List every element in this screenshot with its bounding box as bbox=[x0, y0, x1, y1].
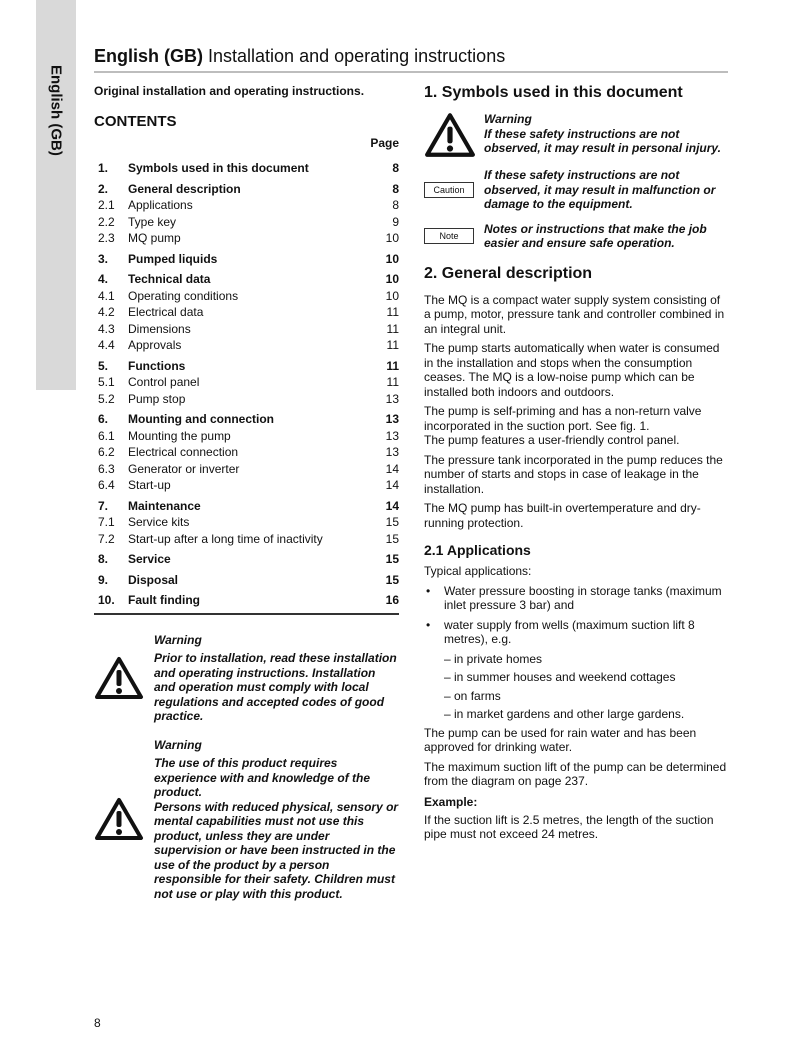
toc-row bbox=[94, 288, 399, 305]
toc-num: 6.3 bbox=[98, 461, 115, 476]
toc-row bbox=[94, 337, 399, 354]
toc-page: 8 bbox=[392, 181, 399, 196]
toc-page: 13 bbox=[385, 445, 399, 459]
toc-title: General description bbox=[128, 181, 241, 196]
toc-title: Electrical data bbox=[128, 305, 204, 319]
list-item: • water supply from wells (maximum suction lift 8 metres), e.g. bbox=[424, 618, 729, 647]
toc-title: Electrical connection bbox=[128, 445, 239, 459]
toc-page: 15 bbox=[385, 552, 399, 566]
toc-title: Service kits bbox=[128, 515, 190, 529]
toc-row bbox=[94, 197, 399, 214]
side-tab-text: English (GB) bbox=[47, 65, 65, 156]
toc-title: Start-up after a long time of inactivity bbox=[128, 531, 323, 546]
toc-num: 6.4 bbox=[98, 478, 115, 492]
page-number: 8 bbox=[94, 1016, 101, 1030]
symbol-caution-text: If these safety instructions are not observed, it may result in malfunction or damage to the equipment. bbox=[484, 168, 716, 211]
toc-page: 11 bbox=[386, 358, 399, 373]
section-1-heading: 1. Symbols used in this document bbox=[424, 84, 683, 101]
warning-1-title: Warning bbox=[154, 632, 202, 647]
toc-page: 13 bbox=[385, 428, 399, 443]
right-column bbox=[424, 84, 729, 847]
toc-page: 9 bbox=[392, 214, 399, 229]
toc-row bbox=[94, 156, 399, 177]
toc-page: 10 bbox=[385, 272, 399, 286]
toc-num: 2.2 bbox=[98, 214, 115, 229]
header-title: Installation and operating instructions bbox=[208, 46, 506, 66]
side-tab-label bbox=[36, 0, 76, 390]
toc-num: 6.1 bbox=[98, 428, 115, 443]
list-item: – in market gardens and other large gardens. bbox=[444, 707, 685, 721]
toc-page: 10 bbox=[385, 231, 399, 245]
list-item: • Water pressure boosting in storage tanks (maximum inlet pressure 3 bar) and bbox=[424, 584, 729, 613]
note-label: Note bbox=[424, 228, 474, 244]
toc-page: 13 bbox=[385, 391, 399, 406]
warning-2-title: Warning bbox=[154, 737, 202, 752]
sec2-paragraph-4: The pressure tank incorporated in the pump reduces the number of starts and stops in case of leakage in the installation. bbox=[424, 452, 723, 496]
toc-page: 10 bbox=[385, 251, 399, 266]
toc-row bbox=[94, 444, 399, 461]
toc-row bbox=[94, 374, 399, 391]
toc-title: Pump stop bbox=[128, 391, 186, 406]
toc-title: Functions bbox=[128, 358, 186, 373]
toc-num: 6.2 bbox=[98, 445, 115, 459]
toc-num: 7.1 bbox=[98, 515, 115, 529]
toc-num: 4.1 bbox=[98, 288, 115, 303]
toc-page: 11 bbox=[386, 321, 399, 336]
example-heading: Example: bbox=[424, 794, 478, 809]
toc-num: 7.2 bbox=[98, 531, 115, 546]
toc-num: 2.1 bbox=[98, 198, 115, 212]
toc-title: Mounting the pump bbox=[128, 428, 231, 443]
toc-page: 15 bbox=[385, 515, 399, 529]
list-item: – on farms bbox=[444, 688, 501, 703]
toc-page: 15 bbox=[385, 572, 399, 587]
toc-row bbox=[94, 588, 399, 609]
toc-title: Technical data bbox=[128, 272, 211, 286]
toc-num: 5.1 bbox=[98, 375, 115, 389]
toc-num: 7. bbox=[98, 498, 109, 513]
header-rule bbox=[94, 71, 728, 73]
toc-title: Service bbox=[128, 552, 171, 566]
applications-paragraph-1: The pump can be used for rain water and has been approved for drinking water. bbox=[424, 725, 697, 754]
toc-row bbox=[94, 568, 399, 589]
toc-page: 11 bbox=[386, 375, 399, 389]
toc-page: 14 bbox=[385, 461, 399, 476]
toc-num: 2. bbox=[98, 181, 109, 196]
toc-num: 1. bbox=[98, 161, 109, 175]
toc-title: Symbols used in this document bbox=[128, 161, 309, 175]
toc-page: 11 bbox=[386, 305, 399, 319]
toc-row bbox=[94, 304, 399, 321]
section-2-1-heading: 2.1 Applications bbox=[424, 542, 531, 558]
toc-row bbox=[94, 514, 399, 531]
toc-row bbox=[94, 461, 399, 478]
original-note: Original installation and operating instructions. bbox=[94, 84, 365, 98]
applications-intro: Typical applications: bbox=[424, 564, 532, 578]
toc-row bbox=[94, 477, 399, 494]
warning-1-text: Prior to installation, read these installation and operating instructions. Installation and operation must comply with local regulations and accepted codes of good practice. bbox=[154, 651, 397, 723]
toc-num: 4.2 bbox=[98, 305, 115, 319]
toc-page: 16 bbox=[385, 593, 399, 607]
contents-title: CONTENTS bbox=[94, 113, 177, 130]
toc-num: 6. bbox=[98, 412, 109, 426]
toc-title: Dimensions bbox=[128, 321, 191, 336]
toc-row bbox=[94, 354, 399, 375]
toc-row bbox=[94, 428, 399, 445]
toc-title: Pumped liquids bbox=[128, 251, 218, 266]
toc-title: Fault finding bbox=[128, 593, 200, 607]
toc-page: 10 bbox=[385, 288, 399, 303]
toc-title: Disposal bbox=[128, 572, 179, 587]
left-column bbox=[94, 84, 399, 901]
toc-title: Operating conditions bbox=[128, 288, 239, 303]
toc-title: MQ pump bbox=[128, 231, 181, 245]
toc-title: Approvals bbox=[128, 338, 182, 352]
toc-num: 4.3 bbox=[98, 321, 115, 336]
toc-row bbox=[94, 321, 399, 338]
toc-page: 14 bbox=[385, 498, 399, 513]
warning-2-text-1: The use of this product requires experience with and knowledge of the product. bbox=[154, 756, 371, 799]
warning-2-text-2: Persons with reduced physical, sensory or mental capabilities must not use this product, unless they are under supervision or have been instructed in the use of the product by a person responsible for their safety. Children must not use or play with this product. bbox=[154, 799, 399, 901]
sec2-paragraph-1: The MQ is a compact water supply system consisting of a pump, motor, pressure tank and controller combined in an integral unit. bbox=[424, 292, 725, 336]
toc-page: 11 bbox=[386, 338, 399, 352]
sec2-paragraph-5: The MQ pump has built-in overtemperature and dry-running protection. bbox=[424, 501, 701, 530]
toc-row bbox=[94, 391, 399, 408]
symbol-warning-title: Warning bbox=[484, 112, 532, 126]
toc-num: 8. bbox=[98, 552, 109, 566]
toc-page: 8 bbox=[392, 198, 399, 212]
toc-row bbox=[94, 547, 399, 568]
toc-row bbox=[94, 531, 399, 548]
symbol-warning-text: If these safety instructions are not observed, it may result in personal injury. bbox=[484, 126, 721, 155]
header-lang: English (GB) bbox=[94, 46, 203, 66]
sec2-paragraph-2: The pump starts automatically when water is consumed in the installation and stops when the consumption ceases. The MQ is a low-noise pump which can be installed both indoors and outdoors. bbox=[424, 341, 720, 399]
applications-list bbox=[424, 584, 729, 647]
symbol-note bbox=[424, 222, 729, 251]
toc-num: 4. bbox=[98, 272, 109, 286]
warning-block-2 bbox=[94, 738, 399, 902]
toc-num: 10. bbox=[98, 593, 115, 607]
sec2-paragraph-3: The pump is self-priming and has a non-return valve incorporated in the suction port. See fig. 1. bbox=[424, 404, 702, 433]
toc-page: 8 bbox=[392, 161, 399, 175]
table-of-contents bbox=[94, 156, 399, 615]
toc-row bbox=[94, 267, 399, 288]
toc-page: 14 bbox=[385, 478, 399, 492]
caution-label: Caution bbox=[424, 182, 474, 198]
toc-row bbox=[94, 177, 399, 198]
list-item: – in private homes bbox=[444, 651, 543, 666]
toc-num: 3. bbox=[98, 251, 109, 266]
toc-num: 2.3 bbox=[98, 231, 115, 245]
warning-icon bbox=[94, 738, 154, 902]
toc-row bbox=[94, 214, 399, 231]
toc-title: Generator or inverter bbox=[128, 461, 240, 476]
toc-num: 5.2 bbox=[98, 391, 115, 406]
toc-title: Start-up bbox=[128, 478, 171, 492]
toc-page-label: Page bbox=[370, 136, 399, 150]
applications-paragraph-2: The maximum suction lift of the pump can be determined from the diagram on page 237. bbox=[424, 759, 727, 788]
toc-num: 5. bbox=[98, 358, 109, 373]
toc-title: Applications bbox=[128, 198, 193, 212]
warning-icon bbox=[424, 112, 484, 158]
toc-title: Control panel bbox=[128, 375, 200, 389]
example-text: If the suction lift is 2.5 metres, the length of the suction pipe must not exceed 24 metres. bbox=[424, 812, 714, 841]
toc-num: 9. bbox=[98, 572, 109, 587]
toc-title: Mounting and connection bbox=[128, 412, 274, 426]
toc-page: 15 bbox=[385, 531, 399, 546]
toc-row bbox=[94, 230, 399, 247]
toc-num: 4.4 bbox=[98, 338, 115, 352]
toc-title: Maintenance bbox=[128, 498, 201, 513]
symbol-warning bbox=[424, 112, 729, 158]
toc-row bbox=[94, 407, 399, 428]
toc-row bbox=[94, 494, 399, 515]
toc-title: Type key bbox=[128, 214, 177, 229]
symbol-note-text: Notes or instructions that make the job easier and ensure safe operation. bbox=[484, 221, 707, 250]
toc-page: 13 bbox=[385, 412, 399, 426]
toc-row bbox=[94, 247, 399, 268]
section-2-heading: 2. General description bbox=[424, 264, 593, 282]
warning-icon bbox=[94, 633, 154, 724]
sec2-paragraph-3b: The pump features a user-friendly control panel. bbox=[424, 433, 680, 447]
symbol-caution bbox=[424, 168, 729, 212]
page-header bbox=[94, 46, 728, 67]
list-item: – in summer houses and weekend cottages bbox=[444, 670, 676, 684]
warning-block-1 bbox=[94, 633, 399, 724]
